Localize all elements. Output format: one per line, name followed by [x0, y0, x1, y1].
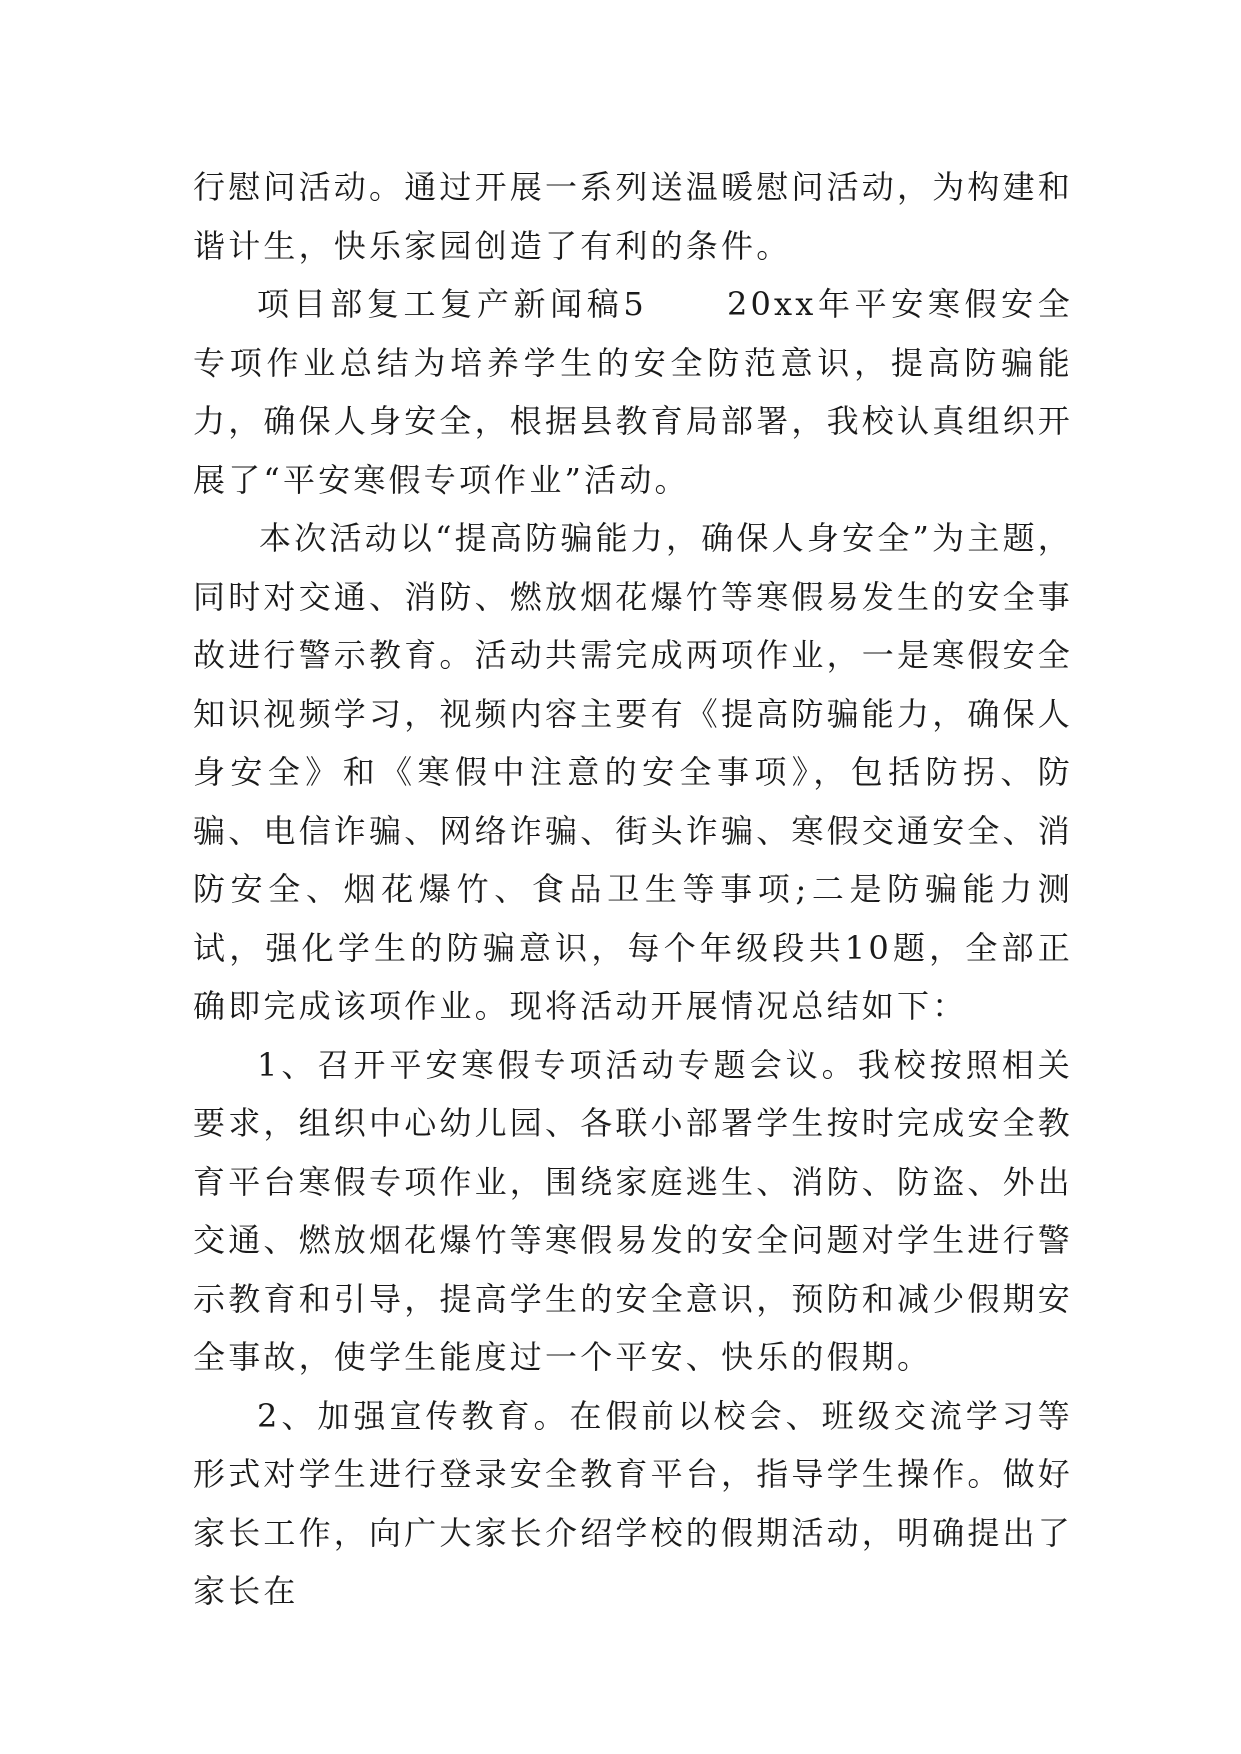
paragraph-text: 行慰问活动。通过开展一系列送温暖慰问活动，为构建和谐计生，快乐家园创造了有利的条件。 [193, 168, 1074, 265]
article-heading: 项目部复工复产新闻稿5 [257, 285, 647, 323]
paragraph-continuation [193, 158, 1073, 275]
paragraph-text: 20xx年平安寒假安全专项作业总结为培养学生的安全防范意识，提高防骗能力，确保人身安全，根据县教育局部署，我校认真组织开展了“平安寒假专项作业”活动。 [193, 285, 1074, 499]
paragraph-text: 2、加强宣传教育。在假前以校会、班级交流学习等形式对学生进行登录安全教育平台，指导学生操作。做好家长工作，向广大家长介绍学校的假期活动，明确提出了家长在 [193, 1396, 1074, 1610]
paragraph-news-heading [193, 275, 1073, 509]
paragraph-text: 本次活动以“提高防骗能力，确保人身安全”为主题，同时对交通、消防、燃放烟花爆竹等寒假易发生的安全事故进行警示教育。活动共需完成两项作业，一是寒假安全知识视频学习，视频内容主要有《提高防骗能力，确保人身安全》和《寒假中注意的安全事项》，包括防拐、防骗、电信诈骗、网络诈骗、街头诈骗、寒假交通安全、消防安全、烟花爆竹、食品卫生等事项;二是防骗能力测试，强化学生的防骗意识，每个年级段共10题，全部正确即完成该项作业。现将活动开展情况总结如下： [193, 519, 1074, 1025]
paragraph-activity-overview [193, 509, 1073, 1036]
paragraph-item-2 [193, 1387, 1073, 1621]
paragraph-item-1 [193, 1036, 1073, 1387]
document-body [193, 158, 1073, 1621]
paragraph-text: 1、召开平安寒假专项活动专题会议。我校按照相关要求，组织中心幼儿园、各联小部署学生按时完成安全教育平台寒假专项作业，围绕家庭逃生、消防、防盗、外出交通、燃放烟花爆竹等寒假易发的安全问题对学生进行警示教育和引导，提高学生的安全意识，预防和减少假期安全事故，使学生能度过一个平安、快乐的假期。 [193, 1045, 1074, 1376]
